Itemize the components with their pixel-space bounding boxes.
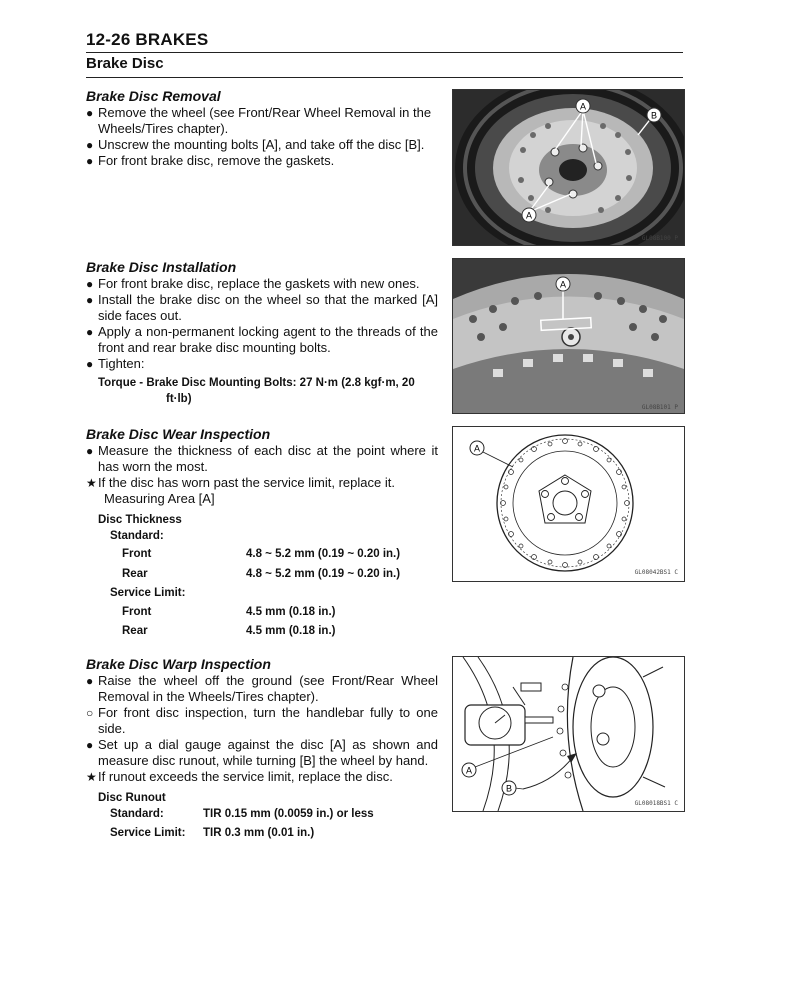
svg-text:A: A (465, 765, 473, 776)
installation-title: Brake Disc Installation (86, 259, 237, 275)
svg-text:GL08B100 P: GL08B100 P (641, 235, 678, 242)
step-item: ● Unscrew the mounting bolts [A], and take off the disc [B]. (86, 137, 425, 152)
dial-gauge-diagram (452, 656, 685, 812)
svg-text:GL08042BS1 C: GL08042BS1 C (634, 569, 678, 576)
warp-title: Brake Disc Warp Inspection (86, 656, 271, 672)
thickness-limit-label: Service Limit: (110, 587, 186, 599)
thickness-heading: Disc Thickness (98, 514, 182, 526)
front-label: Front (122, 548, 152, 560)
brake-disc-removal-photo (452, 89, 685, 246)
warp-steps (86, 673, 438, 785)
svg-text:A: A (473, 443, 481, 454)
wear-steps (86, 443, 438, 507)
removal-steps (86, 105, 438, 169)
svg-text:GL08B101 P: GL08B101 P (641, 404, 678, 411)
removal-title: Brake Disc Removal (86, 88, 221, 104)
svg-text:B: B (650, 110, 658, 121)
rear-limit-value: 4.5 mm (0.18 in.) (246, 625, 336, 637)
step-item: ● Apply a non-permanent locking agent to the threads of the front and rear brake disc mounting bolts. (86, 324, 438, 355)
page-title: 12-26 BRAKES (86, 30, 209, 49)
step-item: ● Raise the wheel off the ground (see Front/Rear Wheel Removal in the Wheels/Tires chapter). (86, 673, 438, 704)
step-item: ● For front brake disc, replace the gaskets with new ones. (86, 276, 420, 291)
svg-text:A: A (559, 279, 567, 290)
header-rule (86, 52, 683, 53)
step-item: ● For front brake disc, remove the gaskets. (86, 153, 335, 168)
runout-limit-label: Service Limit: (110, 827, 186, 839)
installation-steps (86, 276, 438, 372)
rear-standard-value: 4.8 ~ 5.2 mm (0.19 ~ 0.20 in.) (246, 568, 401, 580)
wear-title: Brake Disc Wear Inspection (86, 426, 271, 442)
step-item: ○ For front disc inspection, turn the handlebar fully to one side. (86, 705, 438, 736)
step-item: ● Measure the thickness of each disc at the point where it has worn the most. (86, 443, 438, 474)
step-item: ★ If the disc has worn past the service limit, replace it. (86, 475, 395, 490)
svg-text:B: B (505, 783, 513, 794)
svg-text:A: A (525, 210, 533, 221)
front-limit-label: Front (122, 606, 152, 618)
rear-limit-label: Rear (122, 625, 148, 637)
front-standard-value: 4.8 ~ 5.2 mm (0.19 ~ 0.20 in.) (246, 548, 401, 560)
step-item: ● Install the brake disc on the wheel so that the marked [A] side faces out. (86, 292, 438, 323)
brake-disc-installation-photo (452, 258, 685, 414)
section-title: Brake Disc (86, 55, 164, 72)
step-item: ● Tighten: (86, 356, 145, 371)
step-item: ★ If runout exceeds the service limit, replace the disc. (86, 769, 393, 784)
measuring-area-note: Measuring Area [A] (104, 491, 215, 506)
svg-text:A: A (579, 101, 587, 112)
disc-measuring-area-diagram (452, 426, 685, 582)
runout-limit-value: TIR 0.3 mm (0.01 in.) (203, 827, 315, 839)
torque-spec: Torque - Brake Disc Mounting Bolts: 27 N·m (2.8 kgf·m, 20 ft·lb) (98, 377, 415, 405)
rear-label: Rear (122, 568, 148, 580)
section-rule (86, 77, 683, 78)
front-limit-value: 4.5 mm (0.18 in.) (246, 606, 336, 618)
runout-standard-label: Standard: (110, 808, 164, 820)
thickness-standard-label: Standard: (110, 530, 164, 542)
runout-standard-value: TIR 0.15 mm (0.0059 in.) or less (203, 808, 374, 820)
step-item: ● Set up a dial gauge against the disc [A] as shown and measure disc runout, while turning [B] the wheel by hand. (86, 737, 438, 768)
step-item: ● Remove the wheel (see Front/Rear Wheel Removal in the Wheels/Tires chapter). (86, 105, 432, 136)
svg-text:GL08018BS1 C: GL08018BS1 C (634, 800, 678, 807)
runout-heading: Disc Runout (98, 792, 166, 804)
